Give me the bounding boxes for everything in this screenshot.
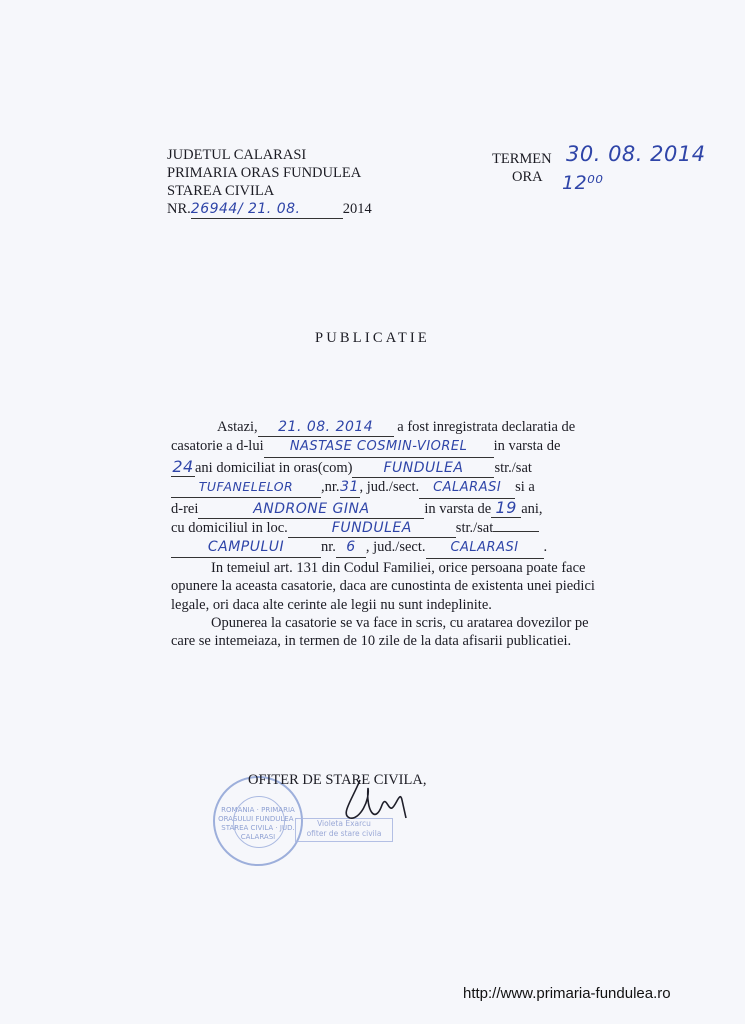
- registration-number-value: 26944/ 21. 08.: [191, 200, 343, 219]
- issuer-header: [167, 146, 372, 219]
- document-title: PUBLICATIE: [315, 330, 430, 346]
- legal-basis-paragraph: In temeiul art. 131 din Codul Familiei, orice persoana poate face opunere la aceasta casatorie, daca are cunostinta de existenta unei piedici legale, ori daca alte cerinte ale legii nu sunt indeplinite.: [171, 559, 595, 613]
- bride-name: ANDRONE GINA: [198, 500, 424, 519]
- civil-status-line: STAREA CIVILA: [167, 183, 275, 199]
- bride-county: CALARASI: [426, 539, 544, 558]
- termen-label: TERMEN: [492, 151, 552, 167]
- signer-title: OFITER DE STARE CIVILA,: [248, 772, 427, 788]
- footer-url[interactable]: http://www.primaria-fundulea.ro: [463, 985, 671, 1002]
- deadline-block: [492, 150, 552, 186]
- termen-value: 30. 08. 2014: [566, 142, 706, 166]
- signature-icon: [330, 770, 430, 830]
- round-seal: [213, 776, 303, 866]
- town-hall-line: PRIMARIA ORAS FUNDULEA: [167, 165, 362, 181]
- groom-street: TUFANELELOR: [171, 478, 321, 497]
- bride-street: CAMPULUI: [171, 538, 321, 557]
- registration-date: 21. 08. 2014: [258, 418, 394, 437]
- publication-body: Astazi, 21. 08. 2014 a fost inregistrata declaratia de casatorie a d-lui NASTASE COSMIN-VIOREL in varsta de 24ani domiciliat in oras(com) FUNDULEA str./sat TUFANELELOR ,nr.31, jud./sect. CALARASI si a d-rei ANDRONE GINA in varsta de 19 ani, cu domiciliul in loc. FUNDULEA str./sat CAMPULUI nr. 6 , jud./sect. CALARASI . In temeiul art. 131 din Codul Familiei, orice persoana poate face opunere la aceasta casatorie, daca are cunostinta de existenta unei piedici legale, ori daca alte cerinte ale legii nu sunt indeplinite. Opunerea la casatorie se va face in scris, cu aratarea dovezilor pe care se intemeiaza, in termen de 10 zile de la data afisarii publicatiei.: [171, 419, 595, 650]
- ora-value: 12⁰⁰: [562, 172, 604, 194]
- bride-street-number: 6: [336, 538, 366, 557]
- groom-street-number: 31: [340, 478, 360, 497]
- registration-number: NR.26944/ 21. 08. 2014: [167, 201, 372, 217]
- name-stamp: Violeta Exarcu ofiter de stare civila: [295, 818, 393, 842]
- county-line: JUDETUL CALARASI: [167, 147, 307, 163]
- round-seal-text: ROMANIA · PRIMARIA ORASULUI FUNDULEA · STAREA CIVILA · JUD. CALARASI: [218, 806, 298, 841]
- opposition-paragraph: Opunerea la casatorie se va face in scris, cu aratarea dovezilor pe care se intemeiaza, in termen de 10 zile de la data afisarii publicatiei.: [171, 615, 589, 650]
- groom-city: FUNDULEA: [352, 459, 494, 478]
- bride-city: FUNDULEA: [288, 519, 456, 538]
- groom-name: NASTASE COSMIN-VIOREL: [264, 438, 494, 457]
- groom-county: CALARASI: [419, 479, 515, 498]
- bride-age: 19: [491, 499, 521, 518]
- groom-age: 24: [172, 456, 194, 476]
- ora-label: ORA: [512, 169, 543, 185]
